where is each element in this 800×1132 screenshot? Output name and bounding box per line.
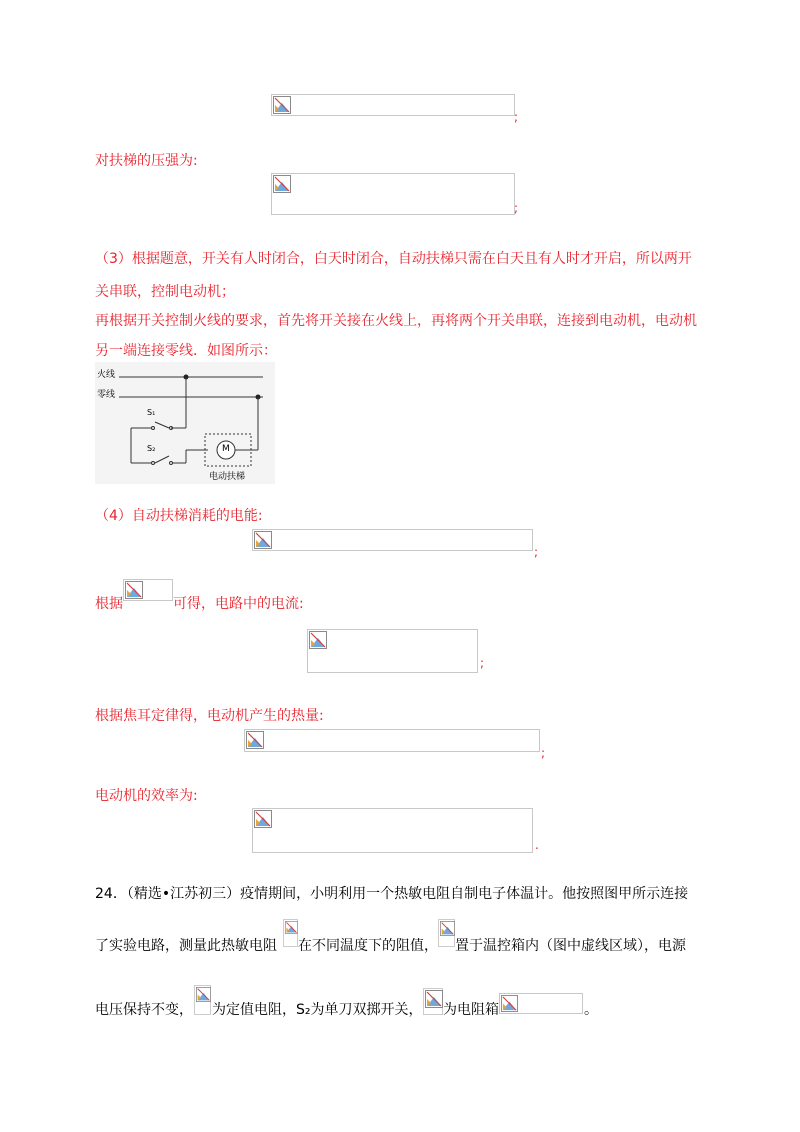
broken-image-icon: [196, 987, 211, 1002]
formula-image-7: [252, 808, 533, 853]
formula-image-6: [244, 729, 540, 752]
formula-image-2: [271, 173, 515, 215]
broken-image-icon: [501, 995, 518, 1012]
q24-line2-a: 了实验电路，测量此热敏电阻: [95, 938, 277, 954]
according-suffix: 可得，电路中的电流:: [173, 596, 304, 612]
semicolon-5: ;: [541, 746, 546, 760]
diagram-s2-label: S₂: [147, 444, 156, 453]
broken-image-icon: [125, 581, 143, 599]
q24-line3-c: 为电阻箱: [443, 1002, 499, 1018]
diagram-motor-label: M: [222, 444, 230, 454]
q24-line2-b: 在不同温度下的阻值，: [298, 938, 438, 954]
formula-image-3: [252, 529, 533, 551]
inline-image-range: [499, 993, 583, 1014]
label-pressure: 对扶梯的压强为:: [95, 153, 198, 169]
broken-image-icon: [246, 731, 264, 749]
period-1: .: [535, 838, 539, 852]
broken-image-icon: [425, 990, 443, 1008]
inline-image-thermistor: [283, 919, 298, 947]
inline-image-r0: [194, 985, 211, 1015]
semicolon-3: ;: [534, 545, 539, 559]
joule-label: 根据焦耳定律得，电动机产生的热量:: [95, 708, 324, 724]
broken-image-icon: [254, 531, 272, 549]
broken-image-icon: [273, 175, 291, 193]
semicolon-1: ;: [514, 110, 519, 124]
semicolon-4: ;: [480, 656, 485, 670]
formula-image-1: [271, 94, 515, 116]
circuit-diagram: [95, 362, 275, 484]
para3-line3: 再根据开关控制火线的要求，首先将开关接在火线上，再将两个开关串联，连接到电动机，电动机: [95, 313, 697, 329]
q24-line3-end: 。: [584, 1002, 598, 1018]
para3-line4: 另一端连接零线．如图所示：: [95, 343, 277, 359]
diagram-caption: 电动扶梯: [209, 472, 246, 482]
q24-line2-c: 置于温控箱内（图中虚线区域），电源: [455, 938, 686, 954]
inline-image-rt: [438, 919, 455, 947]
q24-line1: 24．（精选•江苏初三）疫情期间，小明利用一个热敏电阻自制电子体温计。他按照图甲所示连接: [95, 886, 689, 902]
para4-label: （4）自动扶梯消耗的电能:: [95, 508, 263, 524]
formula-image-5: [307, 629, 478, 673]
broken-image-icon: [273, 96, 291, 114]
broken-image-icon: [440, 921, 455, 936]
broken-image-icon: [309, 631, 327, 649]
formula-image-4: [123, 579, 173, 601]
para3-line2: 关串联，控制电动机；: [95, 284, 235, 300]
diagram-fire-line-label: 火线: [97, 370, 116, 380]
efficiency-label: 电动机的效率为:: [95, 788, 198, 804]
diagram-s1-label: S₁: [147, 408, 156, 417]
according-prefix: 根据: [95, 596, 123, 612]
para3-line1: （3）根据题意，开关有人时闭合，白天时闭合，自动扶梯只需在白天且有人时才开启，所以两开: [95, 251, 692, 267]
broken-image-icon: [254, 810, 272, 828]
diagram-zero-line-label: 零线: [97, 390, 116, 400]
semicolon-2: ;: [514, 201, 519, 215]
inline-image-r1: [423, 988, 443, 1015]
q24-line3-a: 电压保持不变，: [95, 1002, 193, 1018]
broken-image-icon: [285, 921, 298, 934]
q24-line3-b: 为定值电阻，S₂为单刀双掷开关，: [212, 1002, 423, 1018]
